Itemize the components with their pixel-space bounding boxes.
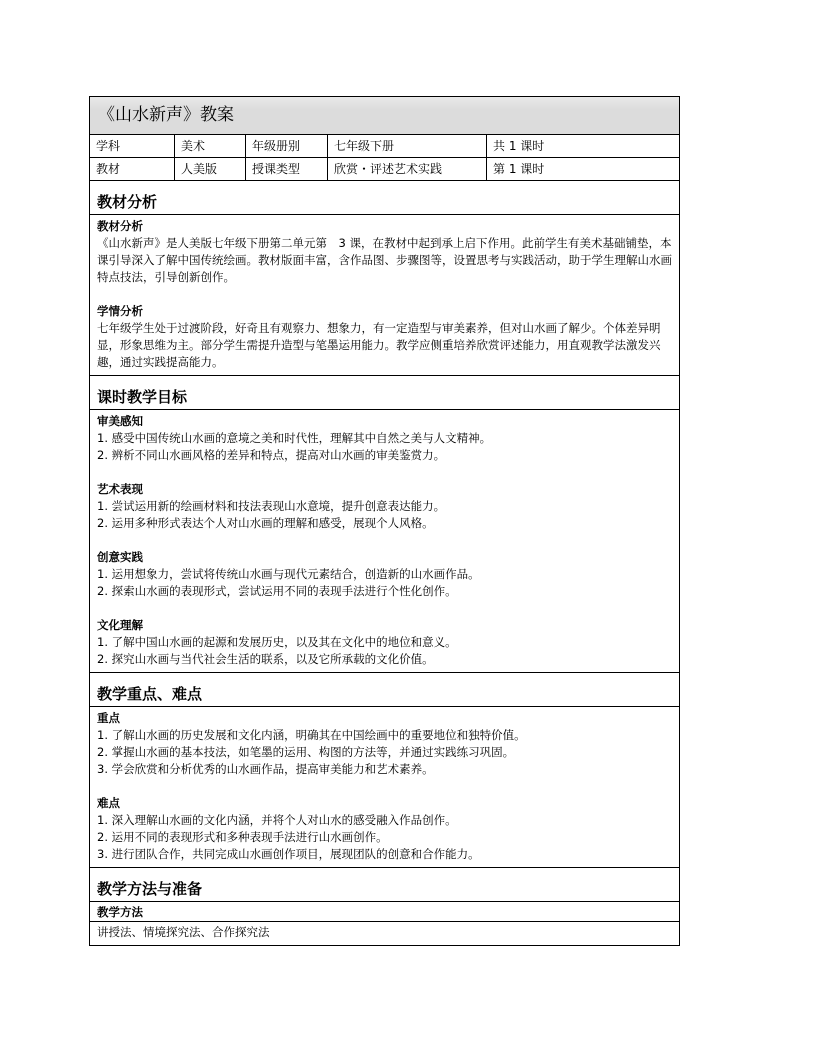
info-row-1 (90, 135, 679, 158)
info-cell: 美术 (175, 135, 246, 157)
section-heading-goals: 课时教学目标 (90, 376, 679, 410)
info-cell: 人美版 (175, 158, 246, 180)
section-body-analysis (90, 215, 679, 376)
section-body-goals (90, 410, 679, 673)
subheading: 文化理解 (97, 618, 143, 632)
list-item: 3. 进行团队合作，共同完成山水画创作项目，展现团队的创意和合作能力。 (97, 847, 480, 861)
info-cell: 学科 (90, 135, 175, 157)
paragraph: 讲授法、情境探究法、合作探究法 (97, 925, 270, 939)
list-item: 2. 辨析不同山水画风格的差异和特点，提高对山水画的审美鉴赏力。 (97, 448, 446, 462)
info-cell: 欣赏・评述艺术实践 (328, 158, 487, 180)
subheading: 学情分析 (97, 304, 143, 318)
info-cell: 第 1 课时 (493, 162, 545, 176)
subheading: 重点 (97, 711, 120, 725)
paragraph: 《山水新声》是人美版七年级下册第二单元第 3 课，在教材中起到承上启下作用。此前学生有美术基础铺垫，本课引导深入了解中国传统绘画。教材版面丰富，含作品图、步骤图等，设置思考与实践活动，助于学生理解山水画特点技法，引导创新创作。 (97, 236, 672, 284)
info-cell: 教材 (90, 158, 175, 180)
info-cell: 年级册别 (246, 135, 328, 157)
info-cell: 七年级下册 (328, 135, 487, 157)
list-item: 1. 深入理解山水画的文化内涵，并将个人对山水的感受融入作品创作。 (97, 813, 457, 827)
list-item: 1. 尝试运用新的绘画材料和技法表现山水意境，提升创意表达能力。 (97, 499, 446, 513)
info-cell: 授课类型 (246, 158, 328, 180)
document-title: 《山水新声》教案 (90, 97, 679, 135)
subheading: 艺术表现 (97, 482, 143, 496)
section-heading-methods: 教学方法与准备 (90, 868, 679, 902)
list-item: 3. 学会欣赏和分析优秀的山水画作品，提高审美能力和艺术素养。 (97, 762, 434, 776)
list-item: 1. 了解山水画的历史发展和文化内涵，明确其在中国绘画中的重要地位和独特价值。 (97, 728, 526, 742)
section-heading-analysis: 教材分析 (90, 181, 679, 215)
list-item: 1. 感受中国传统山水画的意境之美和时代性，理解其中自然之美与人文精神。 (97, 431, 492, 445)
list-item: 1. 运用想象力，尝试将传统山水画与现代元素结合，创造新的山水画作品。 (97, 567, 480, 581)
list-item: 2. 运用不同的表现形式和多种表现手法进行山水画创作。 (97, 830, 388, 844)
paragraph: 七年级学生处于过渡阶段，好奇且有观察力、想象力，有一定造型与审美素养，但对山水画了解少。个体差异明显，形象思维为主。部分学生需提升造型与笔墨运用能力。教学应侧重培养欣赏评述能力，用直观教学法激发兴趣，通过实践提高能力。 (97, 321, 661, 369)
subheading: 创意实践 (97, 550, 143, 564)
list-item: 2. 探究山水画与当代社会生活的联系，以及它所承载的文化价值。 (97, 652, 434, 666)
info-cell: 共 1 课时 (493, 139, 545, 153)
list-item: 2. 运用多种形式表达个人对山水画的理解和感受，展现个人风格。 (97, 516, 434, 530)
subheading: 审美感知 (97, 414, 143, 428)
subheading: 难点 (97, 796, 120, 810)
list-item: 1. 了解中国山水画的起源和发展历史，以及其在文化中的地位和意义。 (97, 635, 457, 649)
lesson-plan-document (89, 96, 680, 946)
list-item: 2. 探索山水画的表现形式，尝试运用不同的表现手法进行个性化创作。 (97, 584, 457, 598)
list-item: 2. 掌握山水画的基本技法，如笔墨的运用、构图的方法等，并通过实践练习巩固。 (97, 745, 515, 759)
section-body-key-points (90, 707, 679, 868)
subheading: 教学方法 (90, 902, 679, 922)
subheading: 教材分析 (97, 219, 143, 233)
section-body-methods (90, 922, 679, 945)
info-row-2 (90, 158, 679, 181)
section-heading-key-points: 教学重点、难点 (90, 673, 679, 707)
